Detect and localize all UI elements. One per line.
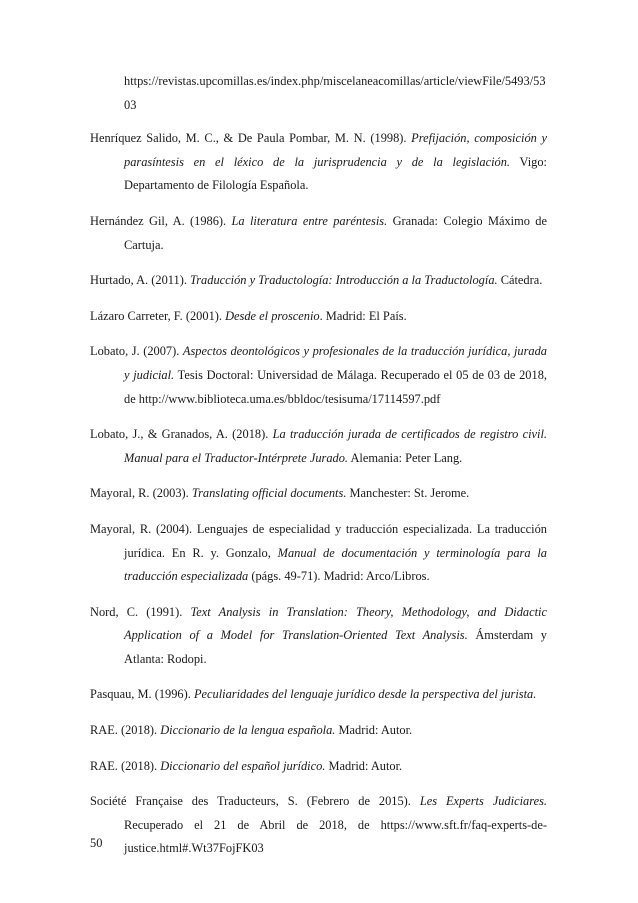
reference-publisher: Ámsterdam y Atlanta: Rodopi. xyxy=(124,628,548,666)
reference-authors: RAE. (2018). xyxy=(90,723,161,738)
reference-title: Manual de documentación y terminología para la traducción especializada xyxy=(124,545,547,584)
reference-entry xyxy=(90,719,547,743)
reference-entry xyxy=(90,423,547,470)
reference-publisher: . Madrid: El País. xyxy=(319,308,407,323)
reference-title: Diccionario del español jurídico. xyxy=(160,758,326,773)
reference-title: Translating official documents. xyxy=(191,486,347,501)
reference-entry xyxy=(90,340,547,411)
reference-title: Prefijación, composición y parasíntesis en el léxico de la jurisprudencia y de la legislación. xyxy=(124,131,547,169)
reference-publisher: Tesis Doctoral: Universidad de Málaga. Recuperado el 05 de 03 de 2018, de http://www.biblioteca.uma.es/bbldoc/tesisuma/17114597.pdf xyxy=(124,367,547,406)
reference-entry xyxy=(90,269,547,293)
reference-publisher: Alemania: Peter Lang. xyxy=(348,450,463,465)
reference-authors: Henríquez Salido, M. C., & De Paula Pombar, M. N. (1998). xyxy=(90,131,412,146)
reference-authors: RAE. (2018). xyxy=(90,758,161,773)
reference-entry xyxy=(90,482,547,506)
reference-publisher: Recuperado el 21 de Abril de 2018, de https://www.sft.fr/faq-experts-de-justice.html#.Wt37FojFK03 xyxy=(124,817,547,856)
page-number: 50 xyxy=(90,836,103,850)
reference-entry xyxy=(90,305,547,329)
reference-entry xyxy=(90,518,547,589)
reference-title: Text Analysis in Translation: Theory, Methodology, and Didactic Application of a Model for Translation-Oriented Text Analysis. xyxy=(124,604,547,643)
reference-title: Aspectos deontológicos y profesionales de la traducción jurídica, jurada y judicial. xyxy=(124,344,548,382)
reference-entry xyxy=(90,683,547,707)
reference-url-continuation: https://revistas.upcomillas.es/index.php/miscelaneacomillas/article/viewFile/5493/5303 xyxy=(124,74,546,112)
reference-entry xyxy=(90,755,547,779)
reference-entry xyxy=(90,127,547,198)
reference-authors: Hernández Gil, A. (1986). xyxy=(90,213,232,228)
reference-authors: Société Française des Traducteurs, S. (Febrero de 2015). xyxy=(90,794,420,809)
reference-authors: Lobato, J. (2007). xyxy=(90,344,183,359)
reference-authors: Nord, C. (1991). xyxy=(90,604,191,619)
reference-authors: Mayoral, R. (2004). Lenguajes de especialidad y traducción especializada. La traducción jurídica. En R. y. Gonzalo, xyxy=(90,521,547,560)
reference-title: Peculiaridades del lenguaje jurídico desde la perspectiva del jurista. xyxy=(193,687,537,702)
reference-entry xyxy=(90,790,547,861)
reference-publisher: Madrid: Autor. xyxy=(335,723,413,738)
reference-entry xyxy=(90,210,547,257)
reference-publisher: Madrid: Autor. xyxy=(325,758,403,773)
reference-entry xyxy=(90,70,547,117)
reference-publisher: Manchester: St. Jerome. xyxy=(346,486,470,501)
reference-authors: Lázaro Carreter, F. (2001). xyxy=(90,308,226,323)
reference-title: Les Experts Judiciares. xyxy=(419,794,547,809)
reference-title: La literatura entre paréntesis. xyxy=(231,213,388,228)
reference-authors: Pasquau, M. (1996). xyxy=(90,687,194,702)
reference-authors: Hurtado, A. (2011). xyxy=(90,273,191,288)
reference-publisher: Cátedra. xyxy=(497,273,543,288)
reference-publisher: Granada: Colegio Máximo de Cartuja. xyxy=(124,213,547,252)
reference-title: Traducción y Traductología: Introducción a la Traductología. xyxy=(190,273,498,288)
reference-title: Diccionario de la lengua española. xyxy=(160,723,336,738)
reference-title: Desde el proscenio xyxy=(225,308,320,323)
reference-authors: Mayoral, R. (2003). xyxy=(90,486,192,501)
reference-entry xyxy=(90,601,547,672)
reference-publisher: Vigo: Departamento de Filología Española. xyxy=(124,154,547,193)
reference-list xyxy=(90,70,547,873)
reference-authors: Lobato, J., & Granados, A. (2018). xyxy=(90,427,273,442)
reference-publisher: (págs. 49-71). Madrid: Arco/Libros. xyxy=(248,569,430,584)
reference-title: La traducción jurada de certificados de registro civil. Manual para el Traductor-Intérprete Jurado. xyxy=(124,427,547,465)
